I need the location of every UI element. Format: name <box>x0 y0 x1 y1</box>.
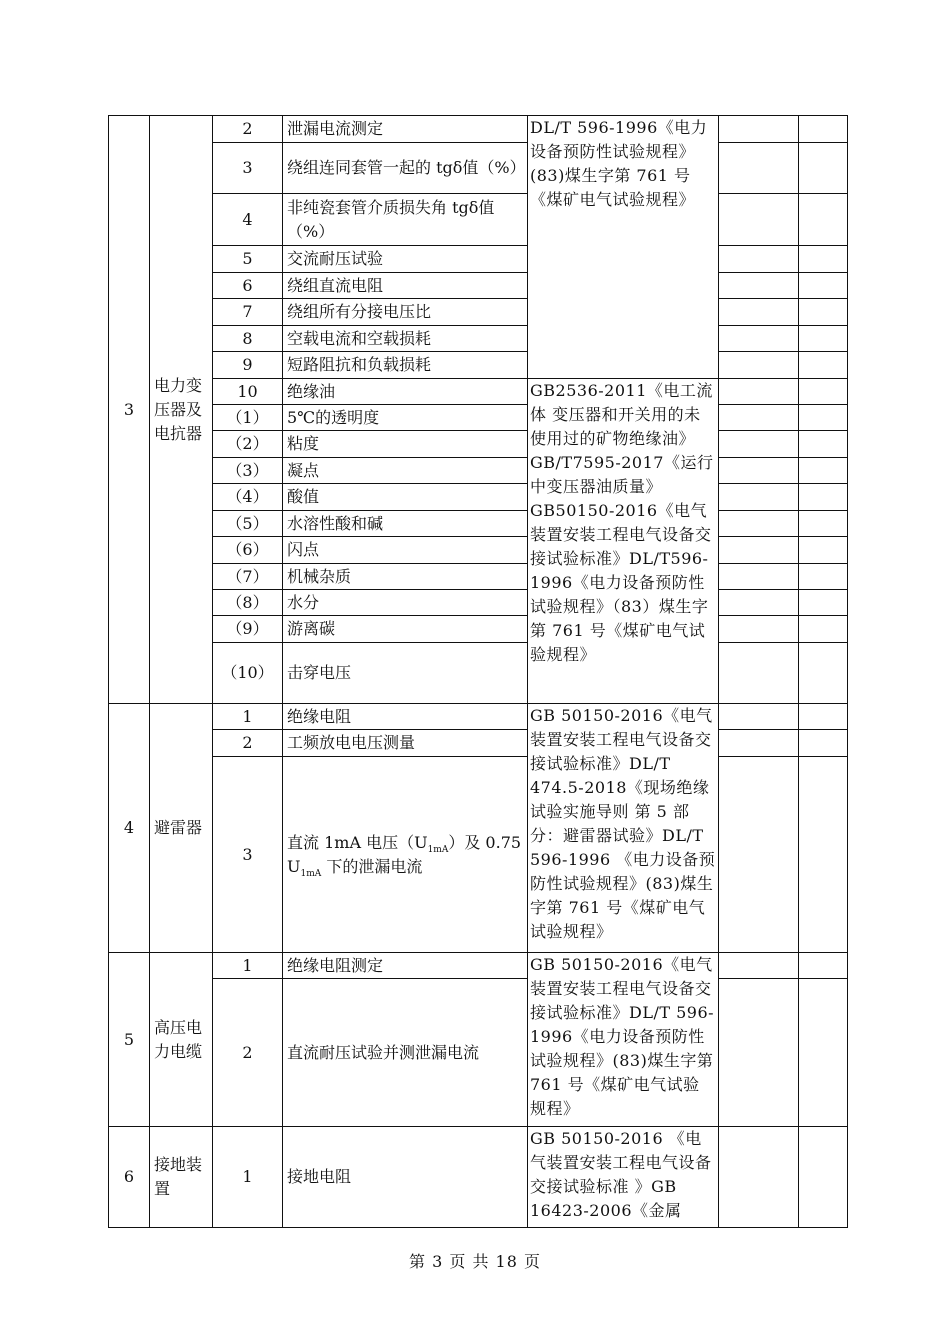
blank-cell <box>799 1127 848 1228</box>
category-name: 接地装置 <box>150 1127 213 1228</box>
item-name: 绕组所有分接电压比 <box>283 299 528 326</box>
blank-cell <box>719 953 799 979</box>
table-row <box>109 246 848 273</box>
blank-cell <box>719 431 799 458</box>
item-text-part: 下的泄漏电流 <box>321 856 423 876</box>
blank-cell <box>719 299 799 326</box>
table-row <box>109 616 848 643</box>
item-text-part: ）及 0.75 U <box>287 832 522 876</box>
item-index: （3） <box>213 458 283 484</box>
item-index: 2 <box>213 979 283 1127</box>
blank-cell <box>799 730 848 757</box>
blank-cell <box>719 246 799 273</box>
subscript: 1mA <box>300 868 322 879</box>
item-name-with-subscript <box>283 757 528 953</box>
table-row <box>109 458 848 484</box>
blank-cell <box>799 537 848 564</box>
table-row <box>109 273 848 299</box>
blank-cell <box>719 979 799 1127</box>
item-name: 凝点 <box>283 458 528 484</box>
blank-cell <box>799 484 848 511</box>
blank-cell <box>719 405 799 431</box>
item-index: 5 <box>213 246 283 273</box>
table-row <box>109 405 848 431</box>
blank-cell <box>799 704 848 730</box>
item-name: 接地电阻 <box>283 1127 528 1228</box>
item-index: （10） <box>213 643 283 704</box>
category-name: 避雷器 <box>150 704 213 953</box>
blank-cell <box>719 1127 799 1228</box>
blank-cell <box>799 590 848 616</box>
blank-cell <box>719 116 799 143</box>
item-name: 泄漏电流测定 <box>283 116 528 143</box>
item-name: 绝缘油 <box>283 379 528 405</box>
item-name: 绕组连同套管一起的 tgδ值（%） <box>283 143 528 194</box>
blank-cell <box>719 484 799 511</box>
blank-cell <box>799 326 848 352</box>
table-row <box>109 730 848 757</box>
item-name: 5℃的透明度 <box>283 405 528 431</box>
item-index: 6 <box>213 273 283 299</box>
table-row <box>109 194 848 246</box>
test-items-table <box>108 115 848 1228</box>
table-row <box>109 757 848 953</box>
blank-cell <box>719 757 799 953</box>
item-name: 工频放电电压测量 <box>283 730 528 757</box>
item-index: 1 <box>213 953 283 979</box>
blank-cell <box>799 246 848 273</box>
item-name: 游离碳 <box>283 616 528 643</box>
item-index: 9 <box>213 352 283 379</box>
item-name: 水溶性酸和碱 <box>283 511 528 537</box>
blank-cell <box>719 352 799 379</box>
blank-cell <box>799 299 848 326</box>
blank-cell <box>719 643 799 704</box>
item-index: （6） <box>213 537 283 564</box>
item-name: 绕组直流电阻 <box>283 273 528 299</box>
table-row <box>109 326 848 352</box>
table-row <box>109 979 848 1127</box>
item-name: 酸值 <box>283 484 528 511</box>
item-name: 机械杂质 <box>283 564 528 590</box>
blank-cell <box>799 116 848 143</box>
item-name: 闪点 <box>283 537 528 564</box>
item-index: （8） <box>213 590 283 616</box>
blank-cell <box>719 564 799 590</box>
blank-cell <box>799 616 848 643</box>
blank-cell <box>799 379 848 405</box>
item-name: 粘度 <box>283 431 528 458</box>
blank-cell <box>719 273 799 299</box>
blank-cell <box>799 953 848 979</box>
blank-cell <box>799 405 848 431</box>
blank-cell <box>799 143 848 194</box>
item-index: （7） <box>213 564 283 590</box>
standard-reference: GB 50150-2016 《电气装置安装工程电气设备交接试验标准 》GB 16423-2006《金属 <box>528 1127 719 1228</box>
table-row <box>109 1127 848 1228</box>
table-row <box>109 143 848 194</box>
blank-cell <box>719 194 799 246</box>
blank-cell <box>719 590 799 616</box>
item-name: 短路阻抗和负载损耗 <box>283 352 528 379</box>
item-name: 绝缘电阻 <box>283 704 528 730</box>
item-index: 8 <box>213 326 283 352</box>
table-row <box>109 116 848 143</box>
item-name: 击穿电压 <box>283 643 528 704</box>
item-index: （4） <box>213 484 283 511</box>
category-number: 4 <box>109 704 150 953</box>
item-index: 1 <box>213 704 283 730</box>
item-index: （2） <box>213 431 283 458</box>
blank-cell <box>719 616 799 643</box>
standard-reference: GB 50150-2016《电气装置安装工程电气设备交接试验标准》DL/T 596-1996《电力设备预防性试验规程》(83)煤生字第 761 号《煤矿电气试验规程》 <box>528 953 719 1127</box>
blank-cell <box>719 143 799 194</box>
item-name: 非纯瓷套管介质损失角 tgδ值（%） <box>283 194 528 246</box>
table-row <box>109 590 848 616</box>
table-row <box>109 704 848 730</box>
blank-cell <box>799 511 848 537</box>
table-row <box>109 537 848 564</box>
item-index: 4 <box>213 194 283 246</box>
category-name: 高压电力电缆 <box>150 953 213 1127</box>
item-index: （1） <box>213 405 283 431</box>
item-index: 2 <box>213 116 283 143</box>
page-footer: 第 3 页 共 18 页 <box>409 1252 541 1271</box>
item-name: 直流耐压试验并测泄漏电流 <box>283 979 528 1127</box>
table-row <box>109 511 848 537</box>
blank-cell <box>799 757 848 953</box>
blank-cell <box>719 537 799 564</box>
category-number: 6 <box>109 1127 150 1228</box>
category-number: 3 <box>109 116 150 704</box>
item-name: 绝缘电阻测定 <box>283 953 528 979</box>
category-number: 5 <box>109 953 150 1127</box>
category-name: 电力变压器及电抗器 <box>150 116 213 704</box>
blank-cell <box>799 979 848 1127</box>
item-name: 空载电流和空载损耗 <box>283 326 528 352</box>
table-row <box>109 352 848 379</box>
blank-cell <box>799 458 848 484</box>
standard-reference: DL/T 596-1996《电力设备预防性试验规程》(83)煤生字第 761 号《煤矿电气试验规程》 <box>528 116 719 379</box>
blank-cell <box>719 730 799 757</box>
table-row <box>109 564 848 590</box>
blank-cell <box>719 511 799 537</box>
item-name: 水分 <box>283 590 528 616</box>
item-index: 10 <box>213 379 283 405</box>
item-text-part: 直流 1mA 电压（U <box>287 832 428 852</box>
blank-cell <box>719 326 799 352</box>
blank-cell <box>719 704 799 730</box>
item-index: （5） <box>213 511 283 537</box>
table-row <box>109 431 848 458</box>
item-name: 交流耐压试验 <box>283 246 528 273</box>
item-index: 3 <box>213 757 283 953</box>
item-index: （9） <box>213 616 283 643</box>
table-row <box>109 379 848 405</box>
blank-cell <box>799 643 848 704</box>
table-row <box>109 484 848 511</box>
blank-cell <box>799 194 848 246</box>
table-row <box>109 953 848 979</box>
item-index: 2 <box>213 730 283 757</box>
blank-cell <box>799 431 848 458</box>
standard-reference: GB2536-2011《电工流体 变压器和开关用的未使用过的矿物绝缘油》GB/T7595-2017《运行中变压器油质量》GB50150-2016《电气装置安装工程电气设备交接试验标准》DL/T596-1996《电力设备预防性试验规程》（83）煤生字第 761 号《煤矿电气试验规程》 <box>528 379 719 704</box>
item-index: 1 <box>213 1127 283 1228</box>
item-index: 3 <box>213 143 283 194</box>
table-row <box>109 643 848 704</box>
blank-cell <box>799 352 848 379</box>
standard-reference: GB 50150-2016《电气装置安装工程电气设备交接试验标准》DL/T 474.5-2018《现场绝缘试验实施导则 第 5 部分：避雷器试验》DL/T 596-1996 《电力设备预防性试验规程》(83)煤生字第 761 号《煤矿电气试验规程》 <box>528 704 719 953</box>
blank-cell <box>799 564 848 590</box>
blank-cell <box>799 273 848 299</box>
item-index: 7 <box>213 299 283 326</box>
blank-cell <box>719 458 799 484</box>
table-row <box>109 299 848 326</box>
subscript: 1mA <box>427 844 449 855</box>
blank-cell <box>719 379 799 405</box>
